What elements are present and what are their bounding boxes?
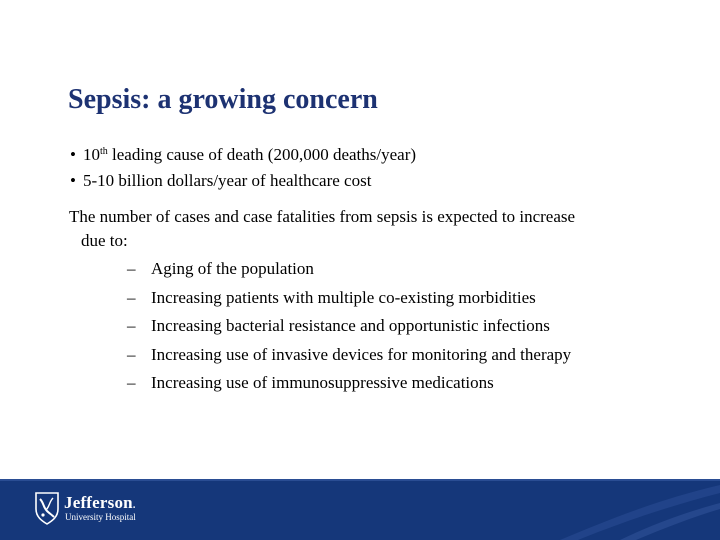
logo-wordmark: Jefferson.	[64, 493, 136, 512]
bullet-text: leading cause of death (200,000 deaths/year)	[107, 145, 417, 164]
bullet-text-prefix: 10	[83, 145, 100, 164]
sub-item	[127, 287, 687, 316]
bullet-marker: •	[70, 171, 76, 190]
body-paragraph	[69, 205, 674, 253]
dash-marker: –	[127, 259, 136, 278]
bullet-item	[70, 170, 680, 196]
bullet-superscript: th	[100, 146, 108, 157]
dash-marker: –	[127, 373, 136, 392]
dash-marker: –	[127, 344, 136, 364]
footer-bar	[0, 479, 720, 540]
sub-item-text: Aging of the population	[151, 259, 314, 278]
sub-item-list	[127, 258, 687, 401]
sub-item-text: Increasing use of invasive devices for monitoring and therapy	[151, 344, 572, 364]
jefferson-shield-icon	[34, 491, 60, 525]
sub-item	[127, 372, 687, 401]
sub-item	[127, 315, 687, 344]
slide-title: Sepsis: a growing concern	[68, 84, 378, 115]
bullet-marker: •	[70, 145, 76, 164]
sub-item-text: Increasing use of immunosuppressive medications	[151, 373, 494, 392]
sub-item-text: Increasing patients with multiple co-existing morbidities	[151, 287, 536, 307]
bullet-list	[70, 144, 680, 196]
sub-item	[127, 258, 687, 287]
paragraph-line: The number of cases and case fatalities from sepsis is expected to increase	[69, 207, 576, 226]
sub-item	[127, 344, 687, 373]
logo-subtitle: University Hospital	[65, 512, 136, 522]
bullet-text: 5-10 billion dollars/year of healthcare cost	[83, 171, 372, 190]
dash-marker: –	[127, 287, 136, 307]
bullet-item	[70, 144, 680, 170]
footer-top-rule	[0, 479, 720, 481]
paragraph-line: due to:	[81, 231, 128, 250]
dash-marker: –	[127, 316, 136, 335]
sub-item-text: Increasing bacterial resistance and opportunistic infections	[151, 316, 550, 335]
